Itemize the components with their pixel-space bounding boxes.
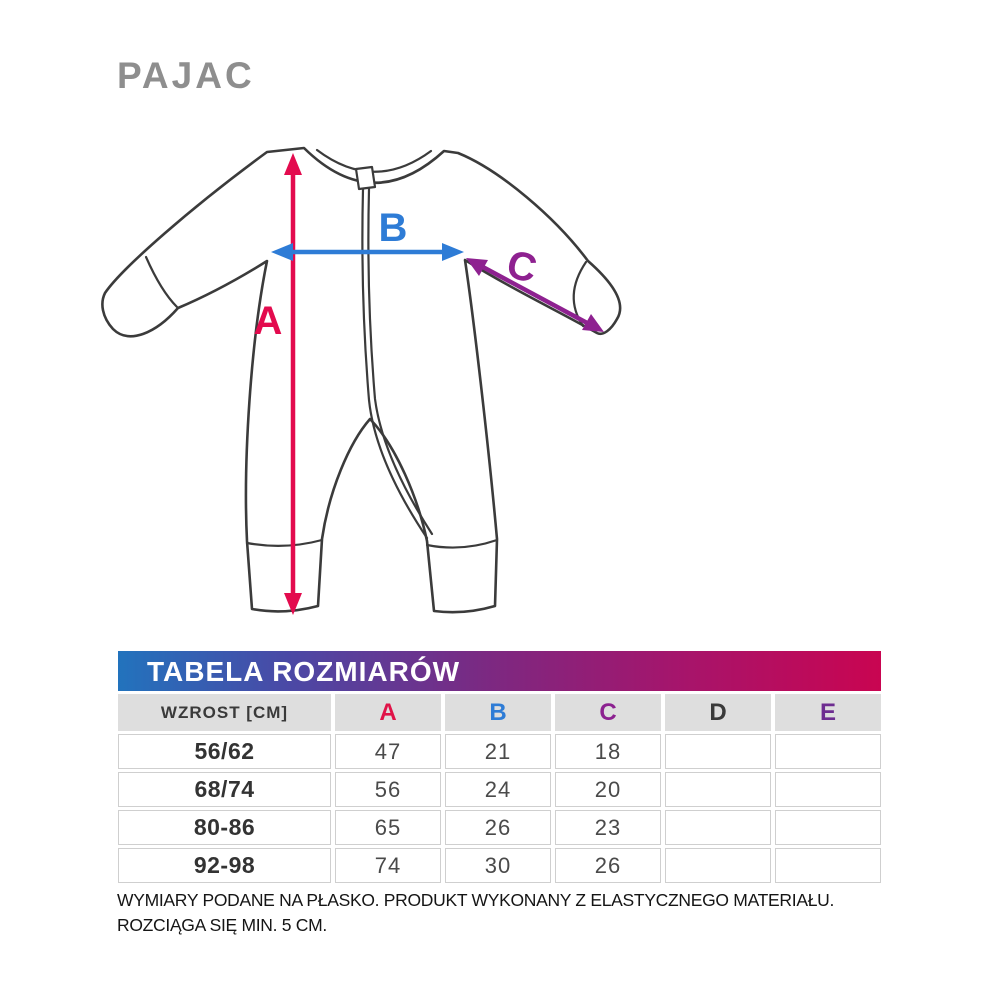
value-cell-a: 56 (335, 772, 441, 807)
column-header-a: A (335, 694, 441, 731)
value-cell-a: 47 (335, 734, 441, 769)
size-table-title-bar: TABELA ROZMIARÓW (118, 651, 881, 691)
value-cell-c: 20 (555, 772, 661, 807)
value-cell-e (775, 772, 881, 807)
value-cell-a: 74 (335, 848, 441, 883)
value-cell-d (665, 734, 771, 769)
column-header-size: WZROST [CM] (118, 694, 331, 731)
size-cell: 92-98 (118, 848, 331, 883)
value-cell-d (665, 848, 771, 883)
value-cell-b: 24 (445, 772, 551, 807)
label-a: A (253, 299, 283, 343)
size-table-header-row (118, 694, 881, 731)
value-cell-b: 30 (445, 848, 551, 883)
column-header-b: B (445, 694, 551, 731)
label-b: B (378, 206, 408, 250)
collar-inner-line (317, 150, 431, 172)
value-cell-e (775, 848, 881, 883)
size-cell: 68/74 (118, 772, 331, 807)
value-cell-a: 65 (335, 810, 441, 845)
value-cell-e (775, 734, 881, 769)
size-table-body (118, 734, 881, 883)
column-header-c: C (555, 694, 661, 731)
label-c: C (502, 242, 541, 292)
value-cell-c: 23 (555, 810, 661, 845)
value-cell-c: 18 (555, 734, 661, 769)
disclaimer-line-2: ROZCIĄGA SIĘ MIN. 5 CM. (117, 915, 327, 935)
column-header-e: E (775, 694, 881, 731)
size-cell: 56/62 (118, 734, 331, 769)
zipper-placket (356, 167, 375, 189)
romper-outline (102, 148, 620, 612)
size-cell: 80-86 (118, 810, 331, 845)
value-cell-d (665, 810, 771, 845)
size-table (118, 651, 881, 883)
value-cell-b: 21 (445, 734, 551, 769)
value-cell-c: 26 (555, 848, 661, 883)
value-cell-b: 26 (445, 810, 551, 845)
measurement-disclaimer (117, 888, 907, 938)
disclaimer-line-1: WYMIARY PODANE NA PŁASKO. PRODUKT WYKONANY Z ELASTYCZNEGO MATERIAŁU. (117, 890, 835, 910)
column-header-d: D (665, 694, 771, 731)
value-cell-e (775, 810, 881, 845)
value-cell-d (665, 772, 771, 807)
page-title: PAJAC (117, 55, 255, 96)
